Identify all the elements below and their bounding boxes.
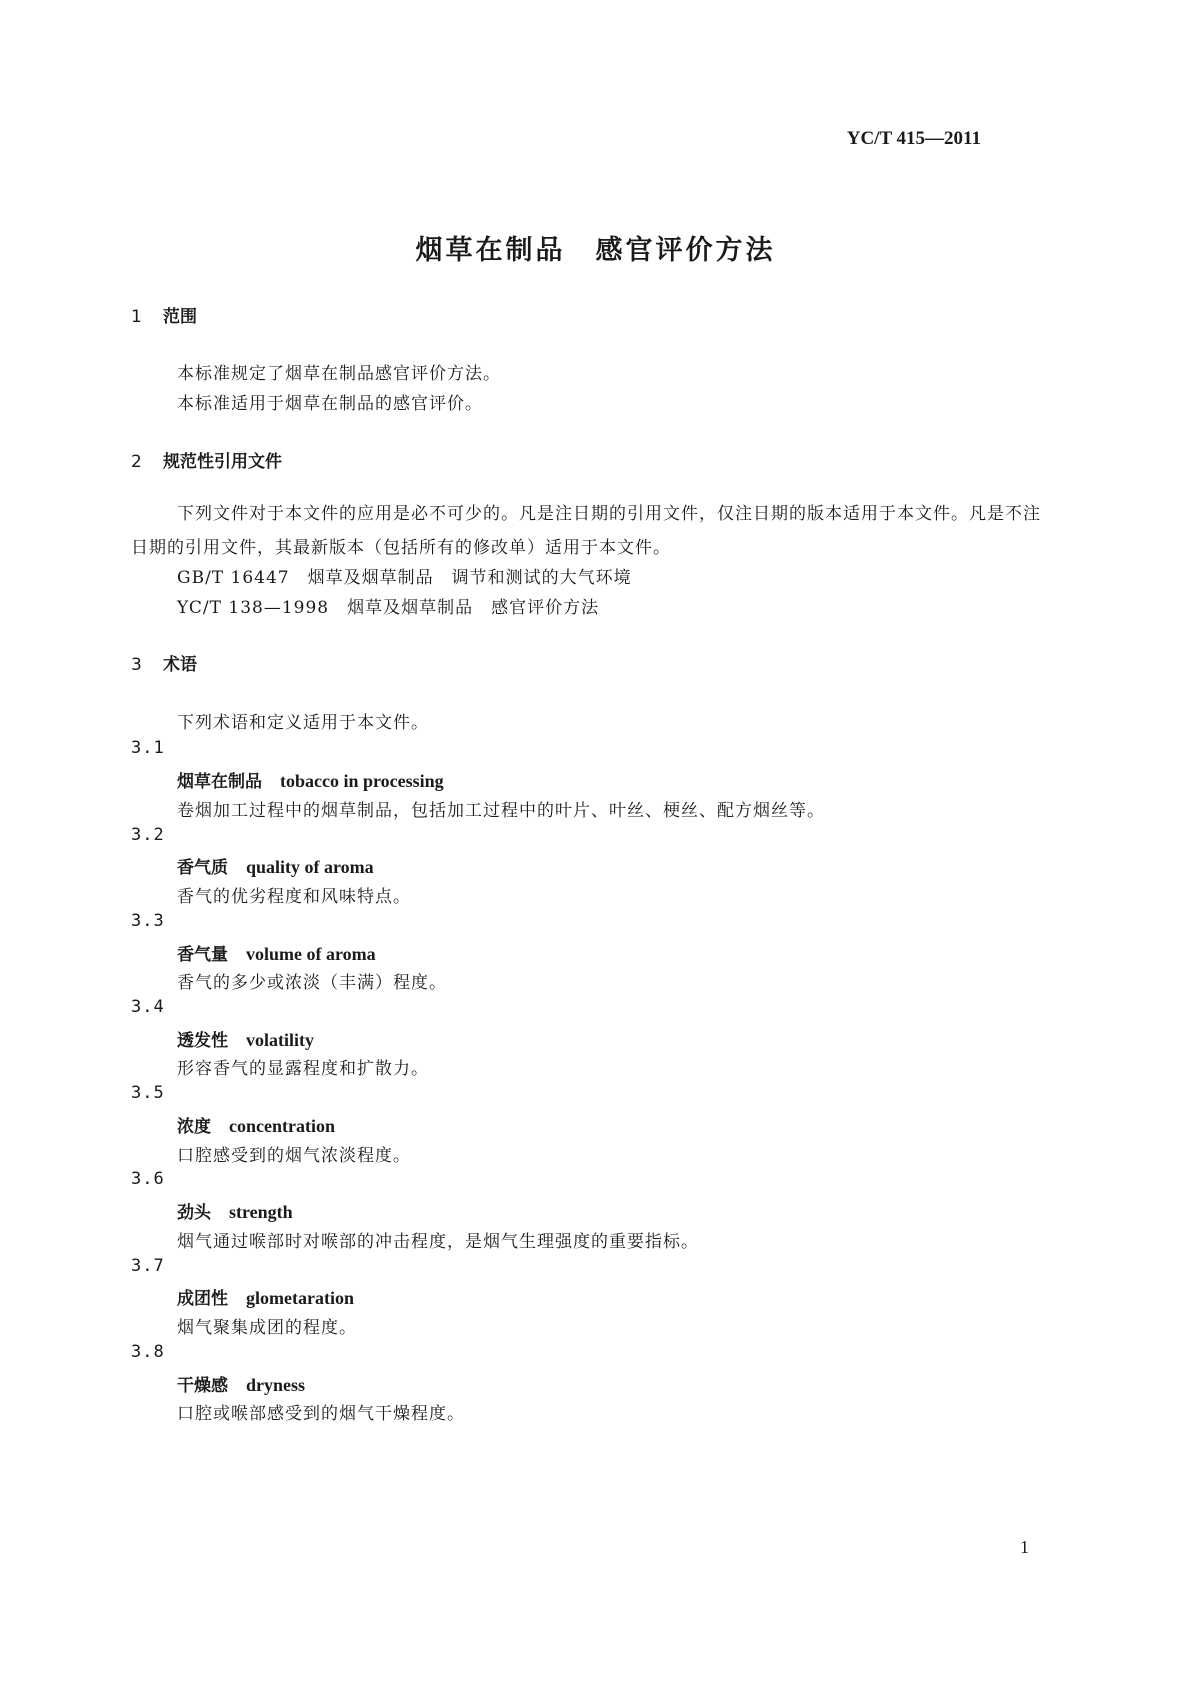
- term-english: strength: [229, 1202, 293, 1222]
- section-number: 2: [131, 452, 142, 472]
- term-chinese: 透发性: [177, 1031, 228, 1051]
- page-number: 1: [1020, 1537, 1029, 1557]
- section-2-heading: [131, 447, 282, 472]
- term-number: 3.6: [131, 1169, 165, 1189]
- term-number: 3.2: [131, 825, 165, 845]
- section-number: 1: [131, 307, 142, 327]
- term-chinese: 香气质: [177, 858, 228, 878]
- reference-item: [177, 593, 599, 618]
- title-part-2: 感官评价方法: [595, 235, 776, 266]
- term-definition: 形容香气的显露程度和扩散力。: [177, 1059, 429, 1079]
- page-title: [0, 228, 1191, 267]
- term-definition: 卷烟加工过程中的烟草制品，包括加工过程中的叶片、叶丝、梗丝、配方烟丝等。: [177, 801, 825, 821]
- term-chinese: 烟草在制品: [177, 772, 262, 792]
- term-english: concentration: [229, 1116, 335, 1136]
- term-heading: [177, 1284, 354, 1309]
- term-number: 3.1: [131, 738, 165, 758]
- term-english: volume of aroma: [246, 944, 376, 964]
- reference-title-part-1: 烟草及烟草制品: [347, 598, 474, 618]
- scope-paragraph-2: 本标准适用于烟草在制品的感官评价。: [177, 394, 483, 414]
- reference-item: [177, 563, 632, 588]
- term-heading: [177, 1026, 314, 1051]
- reference-title-part-2: 感官评价方法: [491, 598, 600, 618]
- title-part-1: 烟草在制品: [415, 235, 566, 266]
- terms-intro: 下列术语和定义适用于本文件。: [177, 713, 429, 733]
- normative-references-intro: 下列文件对于本文件的应用是必不可少的。凡是注日期的引用文件，仅注日期的版本适用于本文件。凡是不注日期的引用文件，其最新版本（包括所有的修改单）适用于本文件。: [131, 504, 1041, 558]
- term-chinese: 干燥感: [177, 1376, 228, 1396]
- term-english: glometaration: [246, 1288, 354, 1308]
- term-definition: 烟气通过喉部时对喉部的冲击程度，是烟气生理强度的重要指标。: [177, 1232, 699, 1252]
- term-definition: 香气的优劣程度和风味特点。: [177, 887, 411, 907]
- term-english: tobacco in processing: [280, 771, 444, 791]
- section-3-heading: [131, 650, 197, 675]
- term-heading: [177, 940, 376, 965]
- standard-code: YC/T 415—2011: [846, 128, 981, 149]
- term-number: 3.5: [131, 1083, 165, 1103]
- term-english: volatility: [246, 1030, 314, 1050]
- reference-code: GB/T 16447: [177, 568, 290, 588]
- section-number: 3: [131, 655, 142, 675]
- term-chinese: 香气量: [177, 945, 228, 965]
- term-number: 3.8: [131, 1342, 165, 1362]
- term-number: 3.7: [131, 1256, 165, 1276]
- term-definition: 香气的多少或浓淡（丰满）程度。: [177, 973, 447, 993]
- reference-code: YC/T 138—1998: [177, 598, 330, 618]
- section-1-heading: [131, 302, 197, 327]
- term-heading: [177, 1371, 305, 1396]
- term-english: dryness: [246, 1375, 306, 1395]
- reference-title-part-1: 烟草及烟草制品: [307, 568, 434, 588]
- term-definition: 烟气聚集成团的程度。: [177, 1318, 357, 1338]
- term-heading: [177, 1198, 293, 1223]
- section-title: 规范性引用文件: [163, 452, 282, 472]
- term-chinese: 劲头: [177, 1203, 211, 1223]
- term-heading: [177, 1112, 335, 1137]
- term-definition: 口腔感受到的烟气浓淡程度。: [177, 1146, 411, 1166]
- term-number: 3.3: [131, 911, 165, 931]
- scope-paragraph-1: 本标准规定了烟草在制品感官评价方法。: [177, 364, 501, 384]
- term-number: 3.4: [131, 997, 165, 1017]
- term-definition: 口腔或喉部感受到的烟气干燥程度。: [177, 1404, 465, 1424]
- term-chinese: 成团性: [177, 1289, 228, 1309]
- section-title: 术语: [163, 655, 197, 675]
- term-english: quality of aroma: [246, 857, 374, 877]
- reference-title-part-2: 调节和测试的大气环境: [451, 568, 632, 588]
- section-title: 范围: [163, 307, 197, 327]
- term-chinese: 浓度: [177, 1117, 211, 1137]
- term-heading: [177, 767, 444, 792]
- term-heading: [177, 853, 374, 878]
